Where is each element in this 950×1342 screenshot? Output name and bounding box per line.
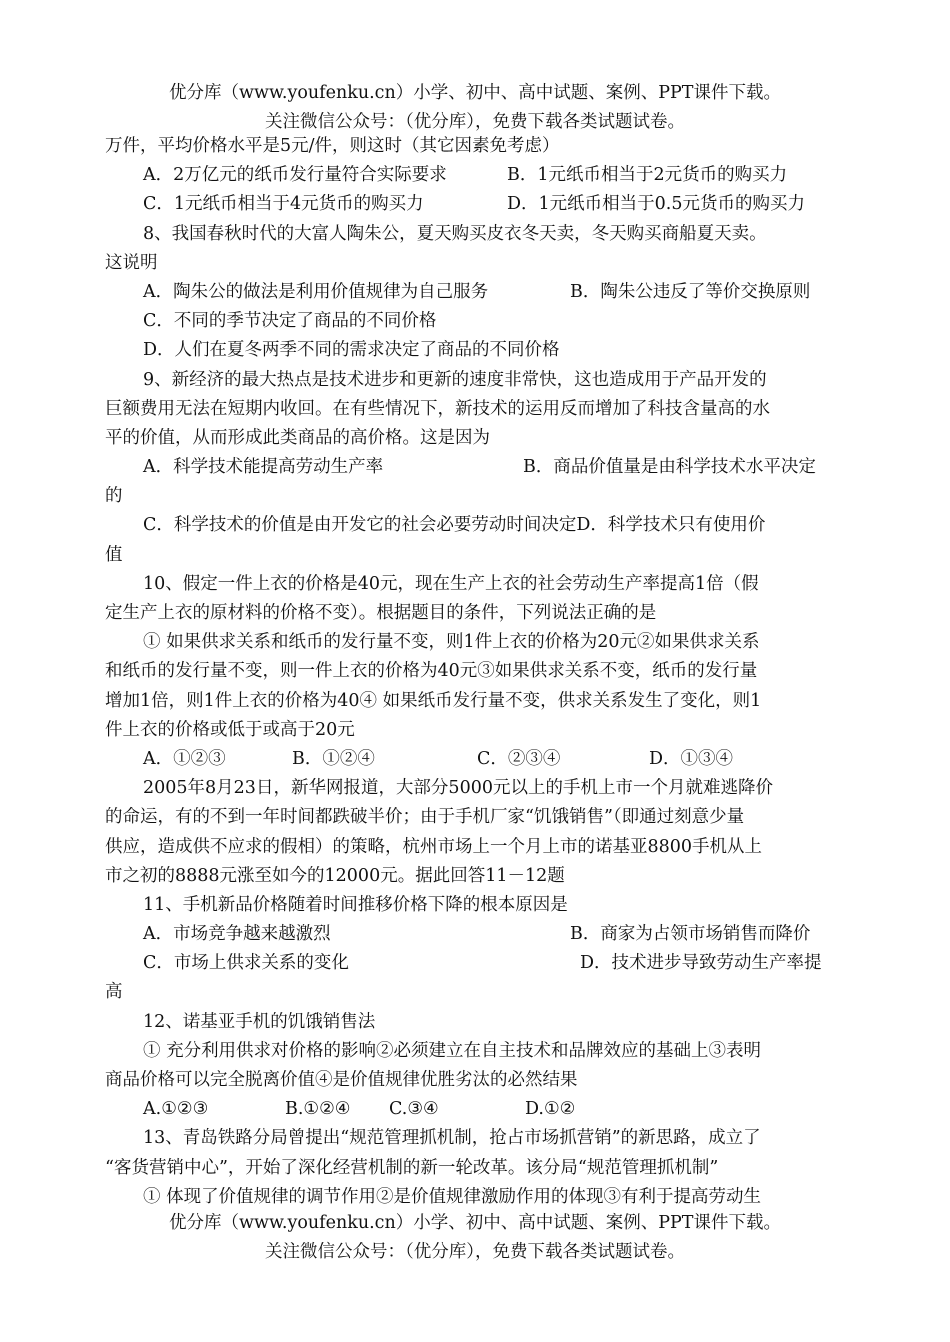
question-12-statements: ① 充分利用供求对价格的影响②必须建立在自主技术和品牌效应的基础上③表明 xyxy=(143,1040,762,1061)
footer-line-1: 优分库（www.youfenku.cn）小学、初中、高中试题、案例、PPT课件下载。 xyxy=(169,1213,781,1233)
question-10-statements-cont: 件上衣的价格或低于或高于20元 xyxy=(105,719,355,740)
option-row xyxy=(105,920,850,949)
option-b: B.①②④ xyxy=(285,1099,351,1120)
option-a: A．市场竞争越来越激烈 xyxy=(143,924,331,945)
option-row xyxy=(105,745,850,774)
material-paragraph-cont: 的命运，有的不到一年时间都跌破半价；由于手机厂家“饥饿销售”（即通过刻意少量 xyxy=(105,807,745,828)
option-row xyxy=(105,278,850,307)
option-d: D．①③④ xyxy=(649,748,734,769)
option-b: B．陶朱公违反了等价交换原则 xyxy=(570,281,811,302)
option-d: D．技术进步导致劳动生产率提 xyxy=(580,953,822,974)
option-c: C．②③④ xyxy=(477,748,561,769)
option-row xyxy=(105,190,850,219)
option-c: C．市场上供求关系的变化 xyxy=(143,953,349,974)
option-a: A.①②③ xyxy=(143,1099,209,1120)
question-10-statements: ① 如果供求关系和纸币的发行量不变，则1件上衣的价格为20元②如果供求关系 xyxy=(143,632,760,653)
text-line: 万件，平均价格水平是5元/件，则这时（其它因素免考虑） xyxy=(105,136,560,156)
footer-line-2: 关注微信公众号：（优分库），免费下载各类试题试卷。 xyxy=(265,1242,685,1263)
question-12-statements-cont: 商品价格可以完全脱离价值④是价值规律优胜劣汰的必然结果 xyxy=(105,1070,578,1090)
option-row xyxy=(105,949,850,978)
option-a: A．陶朱公的做法是利用价值规律为自己服务 xyxy=(143,281,489,302)
option-row xyxy=(105,453,850,482)
option-d: D．人们在夏冬两季不同的需求决定了商品的不同价格 xyxy=(143,340,560,361)
question-11-stem: 11、手机新品价格随着时间推移价格下降的根本原因是 xyxy=(143,894,568,915)
question-13-stem: 13、青岛铁路分局曾提出“规范管理抓机制，抢占市场抓营销”的新思路，成立了 xyxy=(143,1128,761,1149)
question-8-stem-cont: 这说明 xyxy=(105,252,158,273)
question-10-stem-cont: 定生产上衣的原材料的价格不变）。根据题目的条件，下列说法正确的是 xyxy=(105,603,657,623)
option-row xyxy=(105,1095,850,1124)
question-10-statements-cont: 增加1倍，则1件上衣的价格为40④ 如果纸币发行量不变，供求关系发生了变化，则1 xyxy=(105,690,762,711)
material-paragraph-cont: 市之初的8888元涨至如今的12000元。据此回答11－12题 xyxy=(105,865,565,886)
option-c: C．不同的季节决定了商品的不同价格 xyxy=(143,311,437,332)
document-body xyxy=(105,132,850,1212)
header-line-2: 关注微信公众号：（优分库），免费下载各类试题试卷。 xyxy=(265,112,685,133)
page-footer xyxy=(0,1209,950,1267)
question-8-stem: 8、我国春秋时代的大富人陶朱公，夏天购买皮衣冬天卖，冬天购买商船夏天卖。 xyxy=(143,223,767,244)
option-b: B．①②④ xyxy=(292,748,375,769)
material-paragraph: 2005年8月23日，新华网报道，大部分5000元以上的手机上市一个月就难逃降价 xyxy=(143,778,773,799)
question-13-statements: ① 体现了价值规律的调节作用②是价值规律激励作用的体现③有利于提高劳动生 xyxy=(143,1186,762,1207)
question-9-stem-cont: 平的价值，从而形成此类商品的高价格。这是因为 xyxy=(105,427,490,448)
question-10-statements-cont: 和纸币的发行量不变，则一件上衣的价格为40元③如果供求关系不变，纸币的发行量 xyxy=(105,661,758,682)
question-12-stem: 12、诺基亚手机的饥饿销售法 xyxy=(143,1011,376,1032)
option-b: B．商品价值量是由科学技术水平决定 xyxy=(523,457,816,478)
option-c-d: C．科学技术的价值是由开发它的社会必要劳动时间决定D．科学技术只有使用价 xyxy=(143,515,766,536)
question-10-stem: 10、假定一件上衣的价格是40元，现在生产上衣的社会劳动生产率提高1倍（假 xyxy=(143,573,759,594)
option-d: D．1元纸币相当于0.5元货币的购买力 xyxy=(507,194,805,215)
option-a: A．2万亿元的纸币发行量符合实际要求 xyxy=(143,165,447,186)
question-9-stem: 9、新经济的最大热点是技术进步和更新的速度非常快，这也造成用于产品开发的 xyxy=(143,369,767,390)
option-a: A．①②③ xyxy=(143,748,226,769)
option-b: B．商家为占领市场销售而降价 xyxy=(570,924,811,945)
header-line-1: 优分库（www.youfenku.cn）小学、初中、高中试题、案例、PPT课件下载。 xyxy=(169,83,781,103)
page-header xyxy=(0,79,950,137)
question-9-stem-cont: 巨额费用无法在短期内收回。在有些情况下，新技术的运用反而增加了科技含量高的水 xyxy=(105,398,770,419)
option-c: C.③④ xyxy=(389,1099,439,1120)
option-c: C．1元纸币相当于4元货币的购买力 xyxy=(143,194,424,215)
option-b: B．1元纸币相当于2元货币的购买力 xyxy=(507,165,788,186)
material-paragraph-cont: 供应，造成供不应求的假相）的策略，杭州市场上一个月上市的诺基亚8800手机从上 xyxy=(105,836,763,857)
option-row xyxy=(105,161,850,190)
option-d: D.①② xyxy=(525,1099,576,1120)
option-d-cont: 值 xyxy=(105,544,123,565)
option-b-cont: 的 xyxy=(105,486,123,507)
question-13-stem-cont: “客货营销中心”，开始了深化经营机制的新一轮改革。该分局“规范管理抓机制” xyxy=(105,1157,719,1178)
option-a: A．科学技术能提高劳动生产率 xyxy=(143,457,384,478)
option-d-cont: 高 xyxy=(105,982,123,1003)
